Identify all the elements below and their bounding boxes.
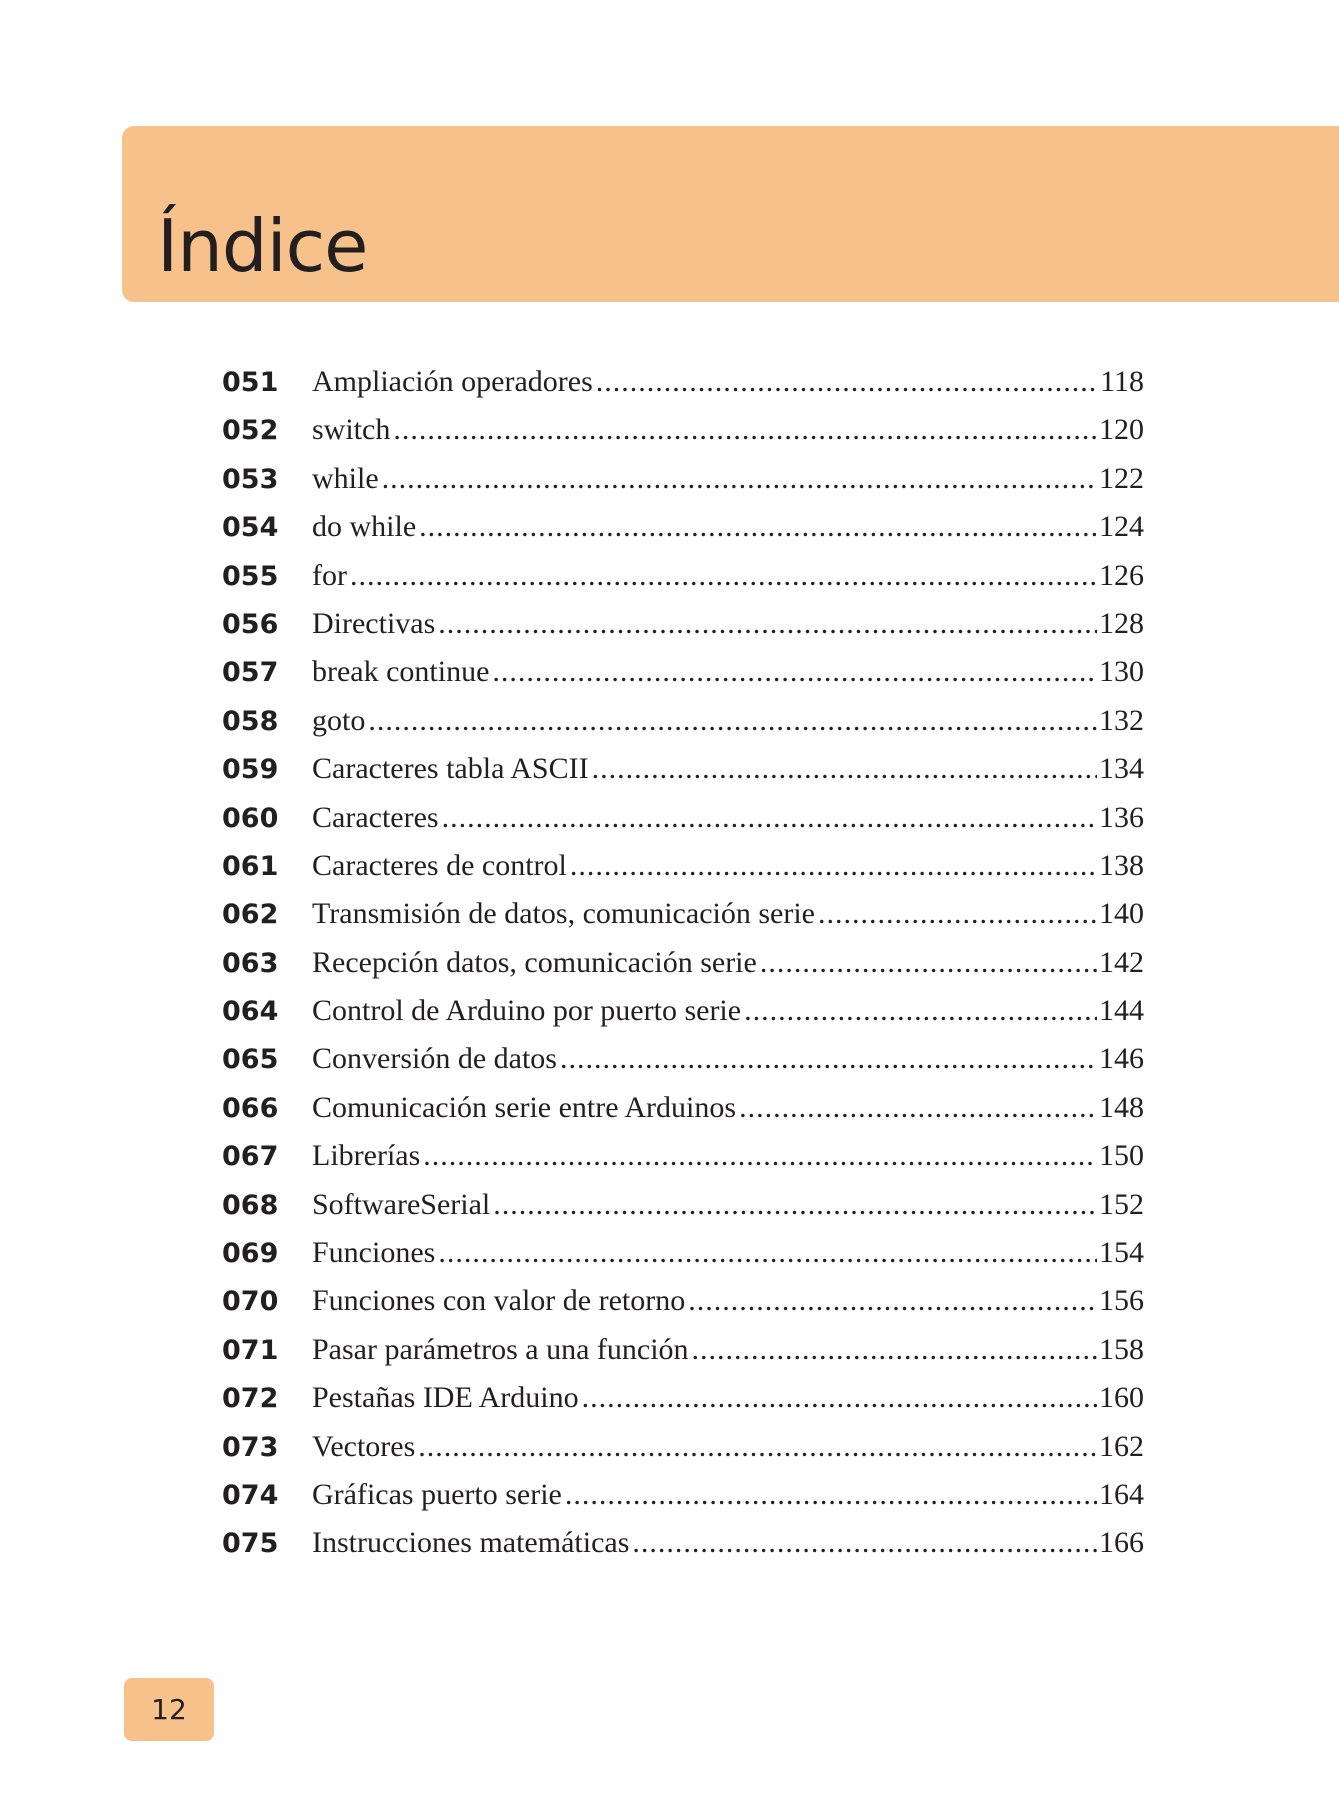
toc-entry-number: 062 bbox=[222, 899, 279, 931]
dot-leader bbox=[438, 1229, 1097, 1277]
dot-leader bbox=[744, 987, 1097, 1035]
toc-entry-page: 162 bbox=[1099, 1429, 1144, 1463]
toc-entry[interactable] bbox=[222, 1326, 1144, 1374]
toc-entry-title: Control de Arduino por puerto serie bbox=[312, 994, 742, 1028]
toc-entry-title: Conversión de datos bbox=[312, 1042, 557, 1076]
toc-entry-page: 138 bbox=[1099, 848, 1144, 882]
toc-entry-page: 120 bbox=[1099, 413, 1144, 447]
toc-entry-title: Transmisión de datos, comunicación serie bbox=[312, 897, 815, 931]
toc-entry-page: 126 bbox=[1099, 558, 1144, 592]
page-number-tab bbox=[124, 1678, 214, 1741]
dot-leader bbox=[760, 939, 1097, 987]
toc-entry-page: 124 bbox=[1099, 510, 1144, 544]
toc-entry[interactable] bbox=[222, 1423, 1144, 1471]
toc-entry-title: Pasar parámetros a una función bbox=[312, 1332, 689, 1366]
toc-entry-number: 065 bbox=[222, 1044, 279, 1076]
toc-entry[interactable] bbox=[222, 697, 1144, 745]
toc-entry-number: 063 bbox=[222, 947, 279, 979]
dot-leader bbox=[692, 1326, 1097, 1374]
toc-entry[interactable] bbox=[222, 1277, 1144, 1325]
toc-entry-page: 118 bbox=[1100, 365, 1144, 398]
toc-entry[interactable] bbox=[222, 1229, 1144, 1277]
toc-entry[interactable] bbox=[222, 794, 1144, 842]
toc-entry[interactable] bbox=[222, 552, 1144, 600]
toc-entry[interactable] bbox=[222, 1471, 1144, 1519]
toc-entry-number: 070 bbox=[222, 1286, 279, 1318]
dot-leader bbox=[493, 1181, 1097, 1229]
toc-entry-title: break continue bbox=[312, 655, 490, 689]
dot-leader bbox=[438, 600, 1097, 648]
toc-entry-title: Funciones bbox=[312, 1236, 436, 1270]
toc-entry-number: 052 bbox=[222, 415, 279, 447]
dot-leader bbox=[382, 455, 1097, 503]
toc-entry[interactable] bbox=[222, 842, 1144, 890]
toc-entry-page: 148 bbox=[1099, 1090, 1144, 1124]
toc-entry-title: SoftwareSerial bbox=[312, 1187, 491, 1221]
toc-entry-title: Ampliación operadores bbox=[312, 365, 593, 398]
toc-entry-page: 164 bbox=[1099, 1477, 1144, 1511]
dot-leader bbox=[418, 1423, 1097, 1471]
toc-entry-number: 068 bbox=[222, 1189, 279, 1221]
toc-entry-title: Recepción datos, comunicación serie bbox=[312, 945, 757, 979]
toc-entry-number: 059 bbox=[222, 754, 279, 786]
dot-leader bbox=[570, 842, 1097, 890]
toc-entry-title: Caracteres tabla ASCII bbox=[312, 752, 589, 786]
toc-entry[interactable] bbox=[222, 1181, 1144, 1229]
dot-leader bbox=[688, 1277, 1097, 1325]
dot-leader bbox=[368, 697, 1097, 745]
toc-entry-title: Gráficas puerto serie bbox=[312, 1477, 562, 1511]
toc-entry[interactable] bbox=[222, 987, 1144, 1035]
toc-entry[interactable] bbox=[222, 358, 1144, 406]
toc-entry-page: 142 bbox=[1099, 945, 1144, 979]
toc-entry-title: do while bbox=[312, 510, 417, 544]
toc-entry-page: 132 bbox=[1099, 703, 1144, 737]
toc-entry-title: while bbox=[312, 461, 379, 495]
toc-entry[interactable] bbox=[222, 503, 1144, 551]
toc-entry-page: 136 bbox=[1099, 800, 1144, 834]
toc-entry-number: 072 bbox=[222, 1383, 279, 1415]
toc-entry-title: Caracteres bbox=[312, 800, 439, 834]
toc-entry-title: switch bbox=[312, 413, 391, 447]
toc-entry-number: 067 bbox=[222, 1141, 279, 1173]
toc-entry[interactable] bbox=[222, 648, 1144, 696]
toc-entry-title: for bbox=[312, 558, 347, 592]
toc-entry-page: 130 bbox=[1099, 655, 1144, 689]
toc-entry-number: 061 bbox=[222, 850, 279, 882]
dot-leader bbox=[423, 1132, 1097, 1180]
dot-leader bbox=[739, 1084, 1097, 1132]
toc-entry-page: 146 bbox=[1099, 1042, 1144, 1076]
toc-entry-page: 156 bbox=[1099, 1284, 1144, 1318]
toc-entry-number: 058 bbox=[222, 705, 279, 737]
toc-entry[interactable] bbox=[222, 890, 1144, 938]
toc-entry-number: 057 bbox=[222, 657, 279, 689]
toc-entry-title: goto bbox=[312, 703, 366, 737]
toc-entry-number: 056 bbox=[222, 608, 279, 640]
page-number: 12 bbox=[151, 1693, 187, 1726]
toc-entry-title: Directivas bbox=[312, 606, 436, 640]
toc-entry-number: 071 bbox=[222, 1334, 279, 1366]
toc-entry[interactable] bbox=[222, 745, 1144, 793]
header-band bbox=[122, 126, 1339, 302]
dot-leader bbox=[350, 552, 1097, 600]
dot-leader bbox=[565, 1471, 1097, 1519]
toc-entry-number: 054 bbox=[222, 512, 279, 544]
toc-entry-number: 064 bbox=[222, 996, 279, 1028]
toc-entry[interactable] bbox=[222, 1374, 1144, 1422]
toc-entry[interactable] bbox=[222, 1132, 1144, 1180]
toc-entry-number: 051 bbox=[222, 367, 279, 398]
toc-entry-page: 158 bbox=[1099, 1332, 1144, 1366]
toc-entry-title: Vectores bbox=[312, 1429, 416, 1463]
toc-entry-page: 160 bbox=[1099, 1381, 1144, 1415]
toc-entry-title: Librerías bbox=[312, 1139, 421, 1173]
toc-entry-page: 134 bbox=[1099, 752, 1144, 786]
toc-entry-page: 122 bbox=[1099, 461, 1144, 495]
toc-entry[interactable] bbox=[222, 1519, 1144, 1567]
toc-entry-title: Comunicación serie entre Arduinos bbox=[312, 1090, 737, 1124]
toc-entry-number: 069 bbox=[222, 1238, 279, 1270]
dot-leader bbox=[560, 1035, 1097, 1083]
toc-entry-page: 144 bbox=[1099, 994, 1144, 1028]
toc-entry-title: Funciones con valor de retorno bbox=[312, 1284, 686, 1318]
toc-entry-number: 060 bbox=[222, 802, 279, 834]
toc-entry-page: 166 bbox=[1099, 1526, 1144, 1560]
toc-entry-page: 152 bbox=[1099, 1187, 1144, 1221]
toc-entry[interactable] bbox=[222, 939, 1144, 987]
dot-leader bbox=[596, 358, 1098, 406]
dot-leader bbox=[442, 794, 1097, 842]
dot-leader bbox=[632, 1519, 1097, 1567]
dot-leader bbox=[592, 745, 1097, 793]
toc-entry-page: 128 bbox=[1099, 606, 1144, 640]
dot-leader bbox=[393, 406, 1097, 454]
toc-entry-number: 066 bbox=[222, 1092, 279, 1124]
toc-entry-page: 154 bbox=[1099, 1236, 1144, 1270]
toc-entry-page: 140 bbox=[1099, 897, 1144, 931]
toc-entry-number: 073 bbox=[222, 1431, 279, 1463]
toc-entry[interactable] bbox=[222, 1035, 1144, 1083]
toc-entry-title: Caracteres de control bbox=[312, 848, 567, 882]
toc-entry-number: 075 bbox=[222, 1528, 279, 1560]
dot-leader bbox=[419, 503, 1097, 551]
toc-entry-number: 055 bbox=[222, 560, 279, 592]
toc-entry-title: Pestañas IDE Arduino bbox=[312, 1381, 579, 1415]
toc-entry-number: 053 bbox=[222, 463, 279, 495]
toc-entry-page: 150 bbox=[1099, 1139, 1144, 1173]
toc-entry[interactable] bbox=[222, 406, 1144, 454]
toc-entry[interactable] bbox=[222, 455, 1144, 503]
toc-entry[interactable] bbox=[222, 600, 1144, 648]
toc-entry-number: 074 bbox=[222, 1479, 279, 1511]
page-title: Índice bbox=[157, 204, 368, 288]
dot-leader bbox=[492, 648, 1097, 696]
dot-leader bbox=[818, 890, 1097, 938]
toc-entry[interactable] bbox=[222, 1084, 1144, 1132]
toc-entry-title: Instrucciones matemáticas bbox=[312, 1526, 630, 1560]
table-of-contents bbox=[222, 358, 1144, 1568]
dot-leader bbox=[582, 1374, 1097, 1422]
